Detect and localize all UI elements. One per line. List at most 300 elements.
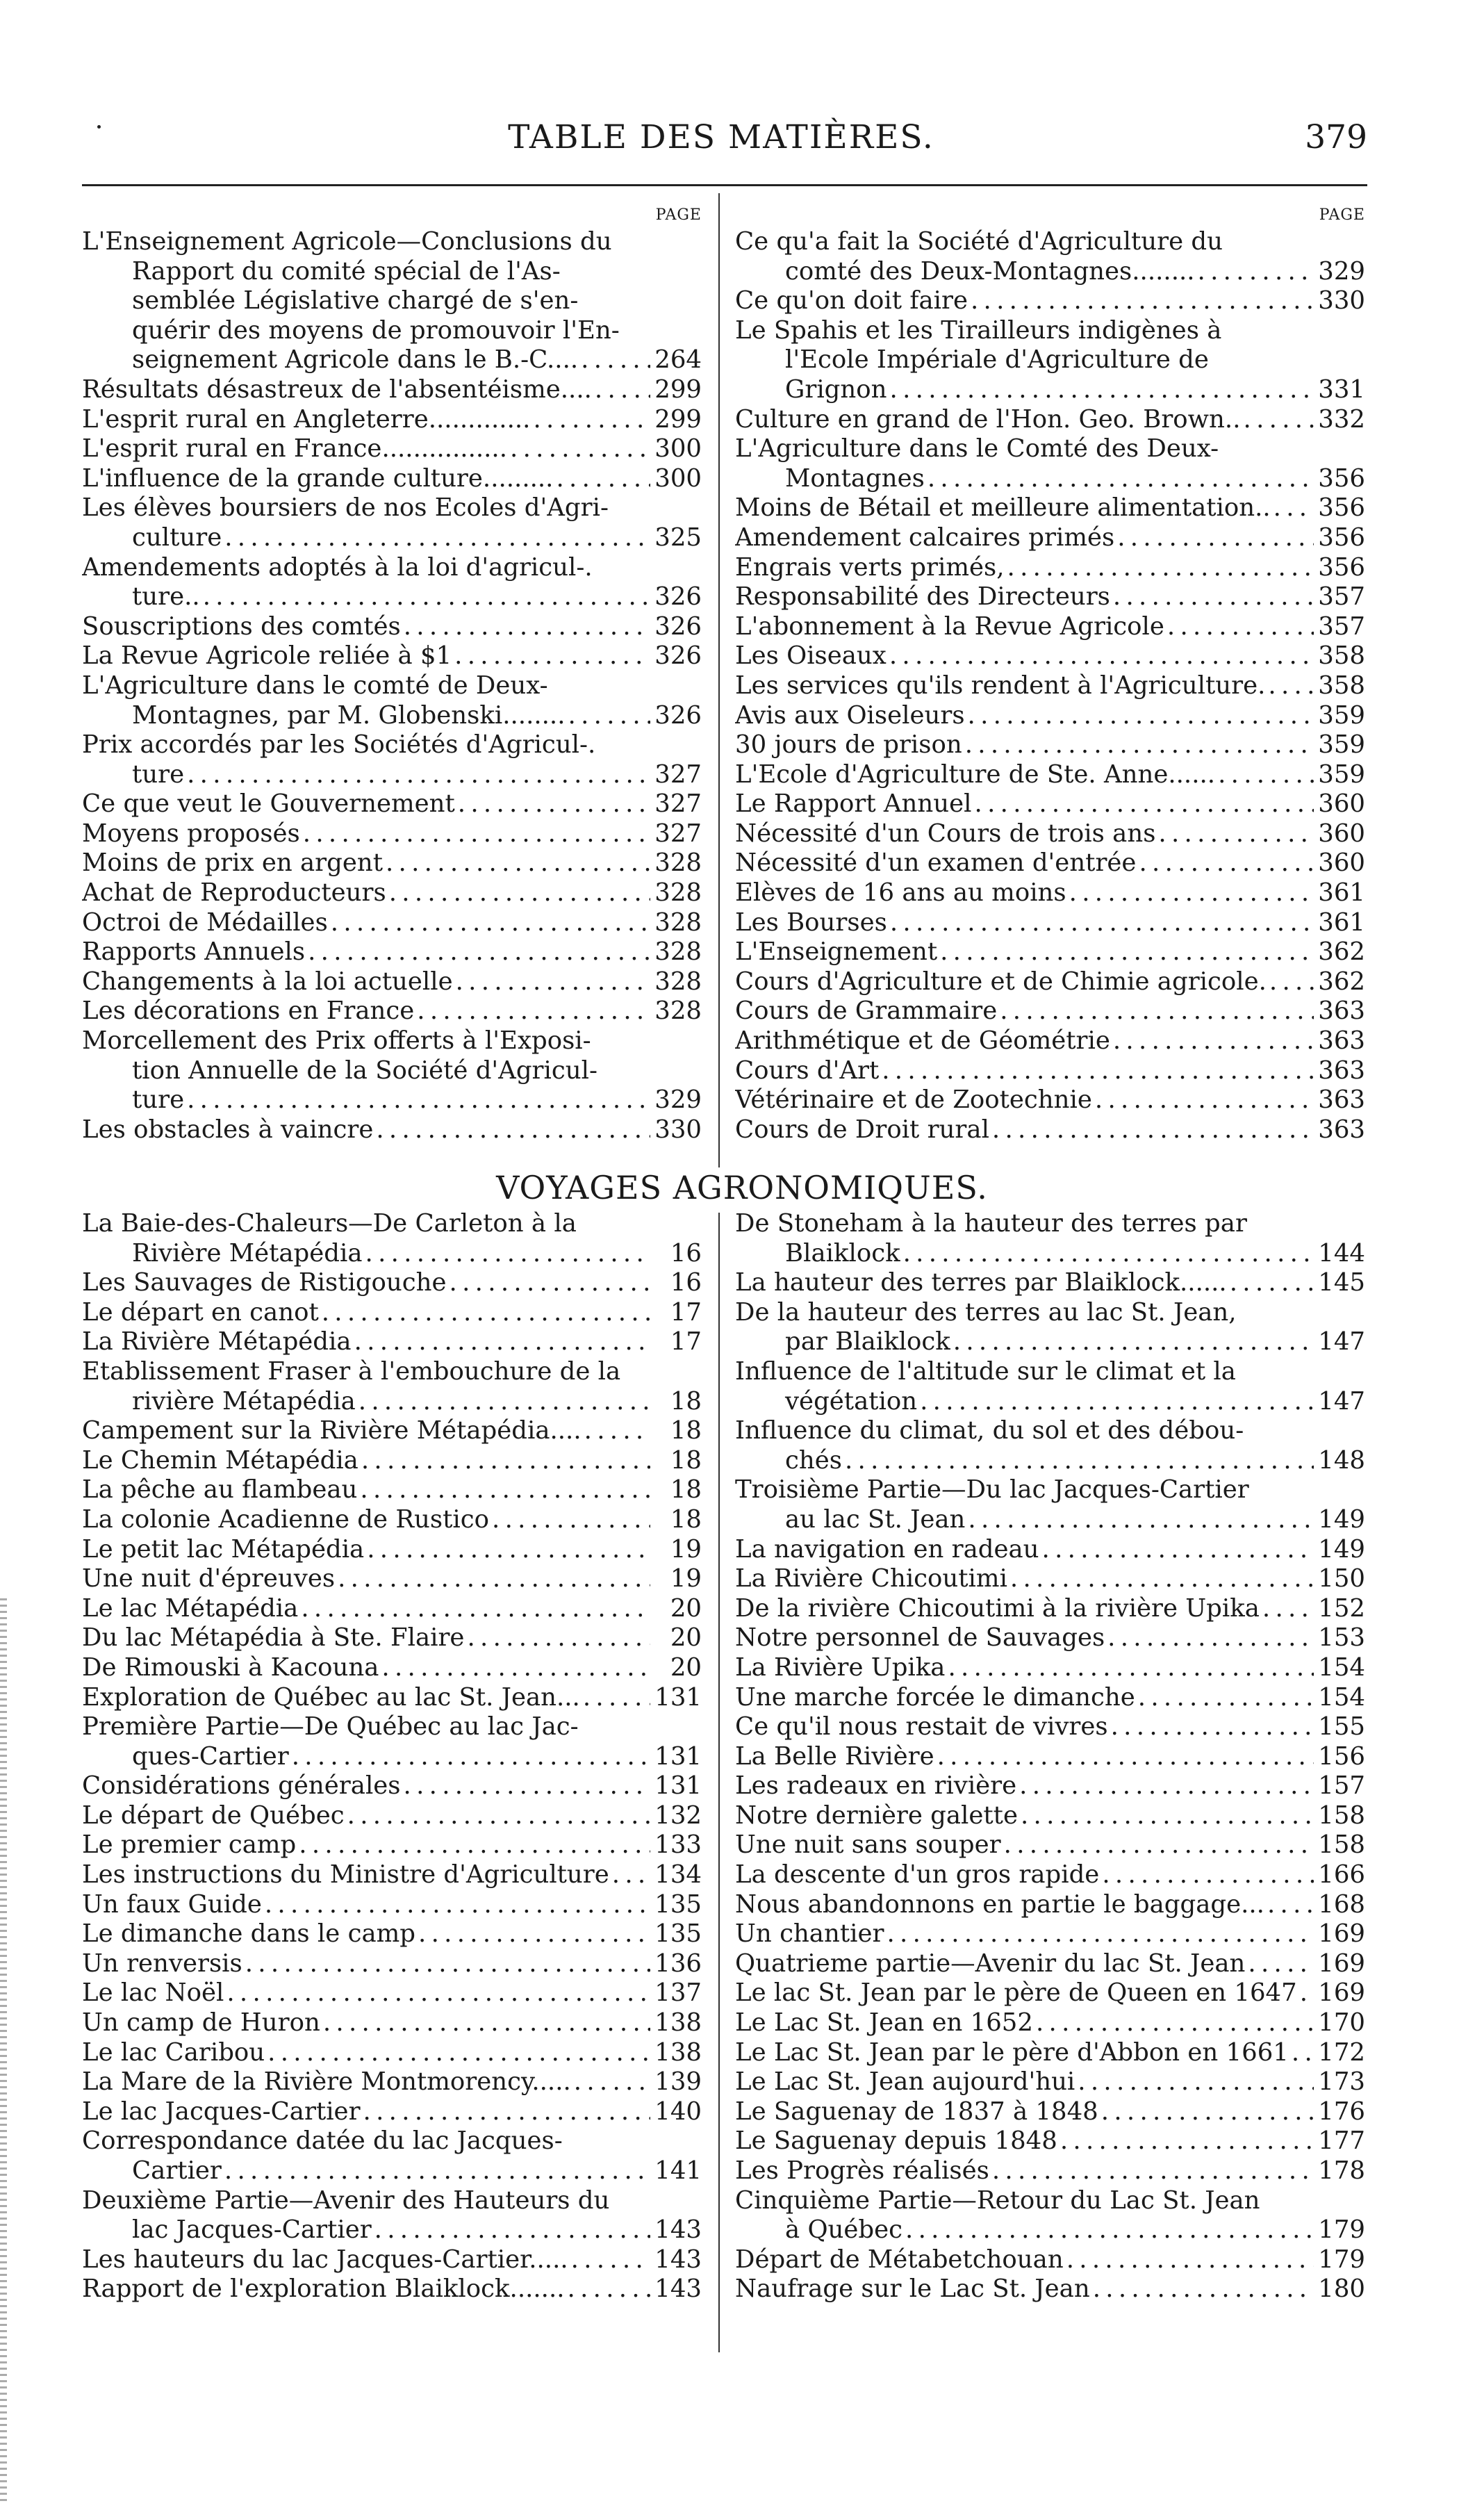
dot-leader — [492, 1505, 650, 1535]
toc-entry — [735, 2275, 1365, 2304]
dot-leader — [322, 1298, 650, 1328]
dot-leader — [571, 2245, 650, 2275]
toc-entry-text: L'esprit rural en France................ — [82, 434, 507, 464]
dot-leader — [1262, 1594, 1314, 1624]
toc-entry-text: Une nuit sans souper — [735, 1830, 1001, 1860]
dot-leader — [889, 641, 1314, 671]
toc-entry-text: Amendement calcaires primés — [735, 523, 1115, 552]
toc-entry-text: Le petit lac Métapédia — [82, 1534, 365, 1564]
dot-leader — [882, 1056, 1314, 1086]
toc-entry — [82, 671, 702, 730]
toc-entry — [82, 1416, 702, 1446]
toc-entry-text: quérir des moyens de promouvoir l'En- — [132, 315, 620, 345]
toc-entry — [735, 2008, 1365, 2038]
toc-page-number: 153 — [1318, 1623, 1365, 1653]
toc-entry — [82, 1594, 702, 1624]
toc-page-number: 362 — [1318, 937, 1365, 967]
toc-entry — [82, 2008, 702, 2038]
dot-leader — [890, 908, 1314, 938]
toc-entry-text: Le lac Métapédia — [82, 1593, 299, 1623]
dot-leader — [940, 937, 1314, 967]
toc-entry — [735, 2156, 1365, 2186]
dot-leader — [376, 1115, 650, 1145]
toc-entry-text: Moins de prix en argent — [82, 849, 383, 878]
dot-leader — [418, 1919, 650, 1949]
toc-entry — [735, 967, 1365, 997]
toc-entry — [82, 1357, 702, 1416]
dot-leader — [1019, 1771, 1314, 1801]
toc-entry-text: Première Partie—De Québec au lac Jac- — [82, 1712, 579, 1741]
toc-page-number: 133 — [654, 1830, 702, 1860]
toc-page-number: 156 — [1318, 1741, 1365, 1771]
dot-leader — [226, 1978, 650, 2008]
toc-page-number: 132 — [654, 1801, 702, 1830]
dot-leader — [265, 1890, 650, 1920]
toc-entry — [735, 316, 1365, 405]
toc-entry — [82, 1115, 702, 1145]
toc-entry — [82, 789, 702, 819]
toc-entry-text: La descente d'un gros rapide — [735, 1860, 1100, 1890]
toc-page-number: 18 — [670, 1505, 702, 1534]
toc-entry-text: Exploration de Québec au lac St. Jean... — [82, 1682, 580, 1712]
toc-entry-text: Ce que veut le Gouvernement — [82, 789, 455, 819]
dot-leader — [971, 286, 1314, 316]
dot-leader — [1139, 849, 1314, 878]
toc-entry — [82, 612, 702, 642]
toc-page-number: 326 — [654, 641, 702, 671]
toc-entry — [82, 1801, 702, 1831]
toc-page-number: 140 — [654, 2097, 702, 2126]
toc-entry — [82, 2097, 702, 2127]
toc-page-number: 19 — [670, 1534, 702, 1564]
toc-page-number: 149 — [1318, 1505, 1365, 1534]
toc-page-number: 131 — [654, 1741, 702, 1771]
toc-entry-text: Changements à la loi actuelle — [82, 967, 453, 996]
dot-leader — [583, 1683, 650, 1713]
toc-page-number: 135 — [654, 1919, 702, 1949]
dot-leader — [1069, 878, 1314, 908]
toc-entry-text: Le Saguenay depuis 1848 — [735, 2126, 1057, 2156]
dot-leader — [1004, 1830, 1314, 1860]
toc-page-number: 327 — [654, 819, 702, 848]
toc-entry-text: seignement Agricole dans le B.-C.... — [132, 345, 579, 375]
toc-entry-text: Nécessité d'un Cours de trois ans — [735, 819, 1156, 848]
toc-entry-text: La Baie-des-Chaleurs—De Carleton à la — [82, 1209, 577, 1238]
toc-entry-text: Le lac Noël — [82, 1978, 224, 2008]
toc-page-number: 178 — [1318, 2156, 1365, 2185]
toc-page-number: 136 — [654, 1949, 702, 1978]
toc-page-number: 143 — [654, 2215, 702, 2245]
dot-leader — [556, 464, 650, 494]
toc-entry-text: L'esprit rural en Angleterre............. — [82, 404, 531, 434]
dot-leader — [584, 1416, 650, 1446]
toc-entry — [735, 1742, 1365, 1772]
toc-page-number: 16 — [670, 1268, 702, 1297]
toc-page-number: 170 — [1318, 2008, 1365, 2038]
toc-entry — [735, 1209, 1365, 1268]
toc-entry — [735, 1978, 1365, 2008]
toc-page-number: 180 — [1318, 2275, 1365, 2304]
toc-entry-text: Engrais verts primés, — [735, 552, 1005, 582]
toc-entry-text: La Rivière Chicoutimi — [735, 1564, 1007, 1593]
toc-page-number: 20 — [670, 1593, 702, 1623]
dot-leader — [456, 967, 650, 997]
toc-entry — [82, 434, 702, 464]
scan-edge — [0, 1598, 7, 2502]
toc-entry-text: Un chantier — [735, 1919, 884, 1949]
toc-entry-text: Cours d'Art — [735, 1056, 880, 1085]
toc-page-number: 152 — [1318, 1593, 1365, 1623]
toc-entry — [735, 2186, 1365, 2245]
toc-entry — [735, 1268, 1365, 1298]
toc-entry-text: Vétérinaire et de Zootechnie — [735, 1085, 1092, 1115]
toc-entry — [735, 1830, 1365, 1860]
toc-page-number: 325 — [654, 523, 702, 552]
toc-page-number: 331 — [1318, 375, 1365, 404]
toc-entry-text: Le lac Caribou — [82, 2038, 265, 2067]
toc-entry-text: Rivière Métapédia — [132, 1238, 363, 1268]
toc-entry-text: Les obstacles à vaincre — [82, 1115, 374, 1144]
toc-entry-text: Nécessité d'un examen d'entrée — [735, 849, 1137, 878]
toc-entry-text: Ce qu'il nous restait de vivres — [735, 1712, 1108, 1741]
toc-entry — [735, 1801, 1365, 1831]
toc-entry — [735, 760, 1365, 790]
toc-entry-text: comté des Deux-Montagnes........ — [785, 256, 1195, 286]
toc-page-number: 361 — [1318, 908, 1365, 937]
toc-entry — [735, 1890, 1365, 1920]
toc-entry — [82, 2245, 702, 2275]
toc-page-number: 138 — [654, 2038, 702, 2067]
toc-page-number: 18 — [670, 1475, 702, 1505]
dot-leader — [389, 878, 650, 908]
dot-leader — [203, 582, 650, 612]
toc-entry-text: Le Chemin Métapédia — [82, 1445, 358, 1475]
toc-page-number: 143 — [654, 2245, 702, 2274]
toc-entry-text: à Québec — [785, 2215, 903, 2245]
toc-entry-text: L'Enseignement Agricole—Conclusions du — [82, 227, 612, 256]
dot-leader — [299, 1830, 650, 1860]
toc-entry-text: Montagnes, par M. Globenski........ — [132, 700, 566, 730]
toc-entry-text: Cours de Grammaire — [735, 997, 998, 1026]
toc-entry-text: Cours d'Agriculture et de Chimie agricole. — [735, 967, 1267, 996]
toc-entry-text: Quatrieme partie—Avenir du lac St. Jean — [735, 1949, 1246, 1978]
toc-page-number: 327 — [654, 760, 702, 789]
dot-leader — [358, 1387, 650, 1417]
dot-leader — [1230, 1268, 1314, 1298]
dot-leader — [937, 1742, 1314, 1772]
toc-entry — [82, 819, 702, 849]
page-header — [75, 117, 1367, 165]
toc-entry — [735, 2038, 1365, 2068]
running-title: TABLE DES MATIÈRES. — [508, 118, 934, 156]
toc-entry-text: La pêche au flambeau — [82, 1475, 358, 1505]
toc-entry — [82, 1771, 702, 1801]
dot-leader — [245, 1949, 650, 1979]
toc-entry-text: Les Sauvages de Ristigouche — [82, 1268, 447, 1297]
dot-leader — [1269, 967, 1314, 997]
toc-entry-text: Montagnes — [785, 464, 925, 493]
toc-entry-text: Morcellement des Prix offerts à l'Exposi- — [82, 1026, 591, 1056]
toc-entry — [735, 2067, 1365, 2097]
toc-entry — [82, 1653, 702, 1683]
toc-entry-text: Les services qu'ils rendent à l'Agriculture. — [735, 671, 1266, 700]
toc-page-number: 18 — [670, 1416, 702, 1445]
toc-entry-text: Les décorations en France — [82, 997, 415, 1026]
page-column-label: PAGE — [655, 206, 702, 224]
toc-entry-text: Naufrage sur le Lac St. Jean — [735, 2275, 1090, 2304]
toc-entry-text: Le Spahis et les Tirailleurs indigènes à — [735, 315, 1222, 345]
dot-leader — [386, 849, 650, 878]
toc-entry-text: Blaiklock — [785, 1238, 900, 1268]
toc-entry-text: L'Enseignement — [735, 937, 938, 967]
toc-entry — [735, 1298, 1365, 1357]
toc-entry — [82, 1712, 702, 1771]
toc-page-number: 356 — [1318, 464, 1365, 493]
toc-entry-text: Arithmétique et de Géométrie — [735, 1026, 1110, 1056]
toc-entry — [82, 1268, 702, 1298]
toc-entry-text: rivière Métapédia — [132, 1386, 356, 1416]
toc-entry — [735, 819, 1365, 849]
toc-entry — [735, 878, 1365, 908]
toc-entry — [82, 730, 702, 789]
dot-leader — [187, 1085, 650, 1115]
dot-leader — [450, 1268, 650, 1298]
toc-entry-text: ture — [132, 760, 185, 789]
toc-page-number: 329 — [1318, 256, 1365, 286]
toc-page-number: 147 — [1318, 1327, 1365, 1357]
toc-page-number: 330 — [1318, 286, 1365, 315]
toc-entry-text: L'abonnement à la Revue Agricole — [735, 612, 1164, 641]
toc-column-bottom-left — [82, 1209, 702, 2304]
toc-entry — [735, 1475, 1365, 1534]
dot-leader — [968, 701, 1314, 731]
toc-entry — [735, 227, 1365, 286]
toc-entry — [735, 1949, 1365, 1979]
toc-entry-text: Un camp de Huron — [82, 2008, 320, 2038]
toc-entry — [735, 730, 1365, 760]
toc-page-number: 179 — [1318, 2245, 1365, 2274]
dot-leader — [1093, 2275, 1314, 2304]
toc-entry-text: tion Annuelle de la Société d'Agricul- — [132, 1056, 597, 1085]
toc-entry-text: Amendements adoptés à la loi d'agricul-. — [82, 552, 593, 582]
toc-entry-text: Grignon — [785, 375, 887, 404]
toc-page-number: 358 — [1318, 671, 1365, 700]
dot-leader — [920, 1387, 1314, 1417]
toc-page-number: 332 — [1318, 404, 1365, 434]
dot-leader — [1267, 1890, 1314, 1920]
toc-entry — [735, 2126, 1365, 2156]
toc-page-number: 179 — [1318, 2215, 1365, 2245]
toc-page-number: 158 — [1318, 1830, 1365, 1860]
toc-entry — [82, 1919, 702, 1949]
toc-column-bottom-right — [735, 1209, 1365, 2304]
toc-page-number: 18 — [670, 1386, 702, 1416]
dot-leader — [347, 1801, 650, 1831]
dot-leader — [568, 2275, 650, 2304]
toc-entry-text: Le Saguenay de 1837 à 1848 — [735, 2097, 1098, 2126]
toc-entry-text: Un faux Guide — [82, 1890, 262, 1919]
toc-page-number: 169 — [1318, 1949, 1365, 1978]
toc-entry-text: chés — [785, 1445, 842, 1475]
dot-leader — [905, 2215, 1314, 2245]
toc-page-number: 356 — [1318, 523, 1365, 552]
dot-leader — [953, 1327, 1314, 1357]
toc-page-number: 328 — [654, 937, 702, 967]
toc-entry-text: L'influence de la grande culture......... — [82, 464, 554, 493]
toc-entry-text: La navigation en radeau — [735, 1534, 1039, 1564]
toc-page-number: 176 — [1318, 2097, 1365, 2126]
toc-entry — [735, 612, 1365, 642]
toc-entry-text: Les instructions du Ministre d'Agriculture — [82, 1860, 609, 1890]
toc-entry — [82, 1890, 702, 1920]
toc-entry — [82, 553, 702, 612]
toc-entry — [735, 582, 1365, 612]
toc-page-number: 157 — [1318, 1771, 1365, 1801]
dot-leader — [1117, 523, 1314, 553]
toc-page-number: 264 — [654, 345, 702, 375]
toc-entry — [735, 1653, 1365, 1683]
toc-page-number: 326 — [654, 582, 702, 612]
toc-page-number: 359 — [1318, 730, 1365, 760]
toc-entry — [82, 2186, 702, 2245]
toc-entry-text: Les élèves boursiers de nos Ecoles d'Agri- — [82, 493, 609, 523]
toc-page-number: 149 — [1318, 1534, 1365, 1564]
dot-leader — [890, 375, 1314, 405]
toc-entry-text: De Stoneham à la hauteur des terres par — [735, 1209, 1247, 1238]
dot-leader — [1066, 2245, 1314, 2275]
toc-entry — [82, 1830, 702, 1860]
toc-page-number: 328 — [654, 849, 702, 878]
dot-leader — [331, 908, 650, 938]
toc-entry — [82, 1327, 702, 1357]
toc-page-number: 327 — [654, 789, 702, 819]
toc-entry-text: Culture en grand de l'Hon. Geo. Brown.. — [735, 404, 1241, 434]
dot-leader — [267, 2038, 650, 2068]
toc-entry — [735, 1416, 1365, 1475]
toc-entry — [735, 1860, 1365, 1890]
toc-entry-text: Ce qu'on doit faire — [735, 286, 968, 315]
toc-entry — [82, 1026, 702, 1115]
toc-entry — [82, 908, 702, 938]
toc-entry-text: Rapports Annuels — [82, 937, 306, 967]
toc-entry-text: Cinquième Partie—Retour du Lac St. Jean — [735, 2186, 1260, 2215]
toc-entry — [82, 2275, 702, 2304]
toc-entry-text: Moyens proposés — [82, 819, 300, 848]
toc-entry — [735, 671, 1365, 701]
toc-entry — [735, 937, 1365, 967]
toc-entry-text: Le lac Jacques-Cartier — [82, 2097, 361, 2126]
toc-page-number: 143 — [654, 2275, 702, 2304]
toc-entry-text: Résultats désastreux de l'absentéisme.... — [82, 375, 592, 404]
toc-entry — [82, 1623, 702, 1653]
toc-entry — [82, 464, 702, 494]
toc-entry-text: Le premier camp — [82, 1830, 297, 1860]
toc-entry-text: La Mare de la Rivière Montmorency..... — [82, 2067, 571, 2097]
toc-page-number: 147 — [1318, 1386, 1365, 1416]
toc-page-number: 18 — [670, 1445, 702, 1475]
dot-leader — [308, 937, 650, 967]
toc-entry — [735, 2245, 1365, 2275]
toc-page-number: 361 — [1318, 878, 1365, 908]
dot-leader — [224, 523, 650, 553]
toc-page-number: 356 — [1318, 493, 1365, 523]
toc-entry — [735, 1712, 1365, 1742]
toc-entry-text: Octroi de Médailles — [82, 908, 328, 937]
toc-entry-text: Etablissement Fraser à l'embouchure de la — [82, 1357, 621, 1386]
dot-leader — [1036, 2008, 1314, 2038]
toc-page-number: 166 — [1318, 1860, 1365, 1890]
dot-leader — [1102, 1860, 1314, 1890]
toc-page-number: 150 — [1318, 1564, 1365, 1593]
dot-leader — [354, 1327, 650, 1357]
toc-entry — [735, 286, 1365, 316]
dot-leader — [965, 730, 1314, 760]
toc-entry-text: Notre dernière galette — [735, 1801, 1018, 1830]
dot-leader — [1113, 582, 1314, 612]
toc-entry-text: L'Ecole d'Agriculture de Ste. Anne...... — [735, 760, 1216, 789]
toc-page-number: 363 — [1318, 1056, 1365, 1085]
dot-leader — [1300, 1978, 1314, 2008]
toc-entry — [735, 641, 1365, 671]
toc-entry-text: Influence du climat, du sol et des débou- — [735, 1416, 1244, 1445]
page-column-label: PAGE — [1319, 206, 1365, 224]
toc-page-number: 158 — [1318, 1801, 1365, 1830]
toc-page-number: 19 — [670, 1564, 702, 1593]
toc-page-number: 363 — [1318, 1026, 1365, 1056]
toc-entry-text: ture — [132, 1085, 185, 1115]
toc-entry-text: l'Ecole Impériale d'Agriculture de — [785, 345, 1209, 375]
toc-page-number: 154 — [1318, 1682, 1365, 1712]
toc-entry-text: Les hauteurs du lac Jacques-Cartier..... — [82, 2245, 568, 2274]
toc-entry — [735, 1564, 1365, 1594]
toc-entry-text: Rapport du comité spécial de l'As- — [132, 256, 561, 286]
dot-leader — [467, 1623, 650, 1653]
toc-page-number: 358 — [1318, 641, 1365, 671]
toc-entry-text: lac Jacques-Cartier — [132, 2215, 372, 2245]
toc-entry-text: De la hauteur des terres au lac St. Jean, — [735, 1297, 1237, 1327]
dot-leader — [1292, 2038, 1314, 2068]
toc-entry-text: Influence de l'altitude sur le climat et la — [735, 1357, 1236, 1386]
toc-entry-text: Du lac Métapédia à Ste. Flaire — [82, 1623, 465, 1653]
dot-leader — [887, 1919, 1314, 1949]
dot-leader — [845, 1446, 1314, 1476]
toc-entry — [82, 849, 702, 878]
toc-page-number: 16 — [670, 1238, 702, 1268]
toc-entry-text: La colonie Acadienne de Rustico — [82, 1505, 490, 1534]
toc-page-number: 137 — [654, 1978, 702, 2008]
toc-entry-text: ques-Cartier — [132, 1741, 289, 1771]
toc-page-number: 17 — [670, 1327, 702, 1357]
toc-entry-text: Une marche forcée le dimanche — [735, 1682, 1135, 1712]
toc-entry-text: Le Lac St. Jean aujourd'hui — [735, 2067, 1075, 2097]
toc-entry — [735, 1683, 1365, 1713]
toc-entry-text: au lac St. Jean — [785, 1505, 966, 1534]
toc-entry — [82, 2067, 702, 2097]
toc-entry-text: Correspondance datée du lac Jacques- — [82, 2126, 563, 2156]
toc-page-number: 363 — [1318, 1085, 1365, 1115]
toc-entry — [735, 1919, 1365, 1949]
toc-page-number: 17 — [670, 1297, 702, 1327]
toc-entry — [82, 997, 702, 1026]
toc-page-number: 144 — [1318, 1238, 1365, 1268]
toc-entry — [82, 1505, 702, 1535]
dot-leader — [338, 1564, 650, 1594]
dot-leader — [581, 345, 650, 375]
dot-leader — [1198, 257, 1314, 287]
toc-entry-text: Moins de Bétail et meilleure alimentation.. — [735, 493, 1271, 523]
dot-leader — [948, 1653, 1314, 1683]
toc-entry-text: Considérations générales — [82, 1771, 401, 1801]
